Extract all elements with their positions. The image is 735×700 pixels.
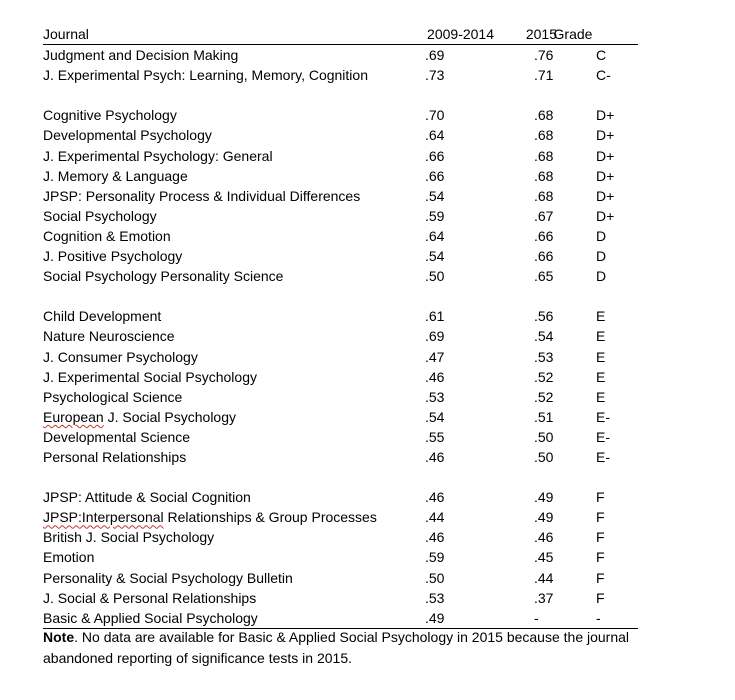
table-row: JPSP: Personality Process & Individual Differences .54 .68 D+	[43, 186, 638, 206]
table-row: JPSP: Attitude & Social Cognition .46 .49 F	[43, 487, 638, 507]
journal-name: JPSP: Attitude & Social Cognition	[43, 489, 251, 506]
grade-value: E	[596, 348, 606, 365]
journal-name: Judgment and Decision Making	[43, 47, 239, 64]
journal-name: J. Experimental Social Psychology	[43, 368, 257, 385]
table-row: European J. Social Psychology .54 .51 E-	[43, 407, 638, 427]
journal-name: Psychological Science	[43, 388, 183, 405]
journal-name: Personal Relationships	[43, 448, 187, 465]
grade-value: D+	[596, 187, 615, 204]
group-spacer	[43, 286, 638, 306]
header-period2: 2015	[525, 26, 557, 42]
table-row: J. Experimental Psych: Learning, Memory, Cognition .73 .71 C-	[43, 65, 638, 85]
grade-value: D+	[596, 127, 615, 144]
table-row: J. Experimental Psychology: General .66 .68 D+	[43, 146, 638, 166]
table-row: J. Social & Personal Relationships .53 .37 F	[43, 588, 638, 608]
grade-value: F	[596, 529, 605, 546]
table-row: Emotion .59 .45 F	[43, 547, 638, 567]
table-row: J. Experimental Social Psychology .46 .52 E	[43, 367, 638, 387]
header-journal: Journal	[43, 26, 89, 42]
table-row: Social Psychology .59 .67 D+	[43, 206, 638, 226]
journal-name: J. Memory & Language	[43, 167, 188, 184]
table-note	[43, 627, 683, 668]
journal-name: Nature Neuroscience	[43, 328, 175, 345]
group-spacer	[43, 85, 638, 105]
table-row: Cognition & Emotion .64 .66 D	[43, 226, 638, 246]
table-header-row	[43, 24, 638, 45]
note-label: Note	[43, 629, 75, 645]
table-row: Psychological Science .53 .52 E	[43, 387, 638, 407]
table-row: JPSP:Interpersonal Relationships & Group Processes .44 .49 F	[43, 507, 638, 527]
grade-value: E	[596, 308, 606, 325]
journal-name: J. Experimental Psychology: General	[43, 147, 273, 164]
journal-name: Child Development	[43, 308, 162, 325]
table-row: Basic & Applied Social Psychology .49 - -	[43, 608, 638, 629]
journal-name: Developmental Psychology	[43, 127, 212, 144]
journal-name: Cognitive Psychology	[43, 107, 177, 124]
table-row: Developmental Psychology .64 .68 D+	[43, 125, 638, 145]
grade-value: D+	[596, 147, 615, 164]
grade-value: E-	[596, 448, 610, 465]
grade-value: D	[596, 268, 607, 285]
table-body	[43, 45, 638, 629]
journal-name: JPSP:Interpersonal Relationships & Group Processes	[43, 509, 377, 526]
journal-name: JPSP: Personality Process & Individual Differences	[43, 187, 361, 204]
journal-name: Cognition & Emotion	[43, 227, 171, 244]
grade-value: F	[596, 549, 605, 566]
header-period1: 2009-2014	[427, 26, 494, 42]
journal-name: J. Positive Psychology	[43, 248, 183, 265]
table-row: J. Memory & Language .66 .68 D+	[43, 166, 638, 186]
grade-value: D	[596, 248, 607, 265]
table-row: Judgment and Decision Making .69 .76 C	[43, 45, 638, 65]
grade-value: E-	[596, 428, 610, 445]
table-row: Social Psychology Personality Science .50 .65 D	[43, 266, 638, 286]
journal-name: Personality & Social Psychology Bulletin	[43, 569, 293, 586]
grade-value: E	[596, 368, 606, 385]
journal-grade-table	[43, 24, 638, 629]
table-row: J. Positive Psychology .54 .66 D	[43, 246, 638, 266]
journal-name: J. Consumer Psychology	[43, 348, 198, 365]
journal-name: J. Experimental Psych: Learning, Memory, Cognition	[43, 67, 368, 84]
journal-name: Social Psychology	[43, 207, 157, 224]
table-row: Nature Neuroscience .69 .54 E	[43, 326, 638, 346]
grade-value: F	[596, 489, 605, 506]
note-text: . No data are available for Basic & Applied Social Psychology in 2015 because the journal abandoned reporting of significance tests in 2015.	[43, 629, 630, 666]
journal-name: Social Psychology Personality Science	[43, 268, 284, 285]
journal-name: European J. Social Psychology	[43, 408, 237, 425]
grade-value: E-	[596, 408, 610, 425]
table-row: British J. Social Psychology .46 .46 F	[43, 527, 638, 547]
table-row: Child Development .61 .56 E	[43, 306, 638, 326]
table-row: Personality & Social Psychology Bulletin .50 .44 F	[43, 568, 638, 588]
grade-value: C	[596, 47, 607, 64]
grade-value: E	[596, 328, 606, 345]
grade-value: C-	[596, 67, 611, 84]
table-row: Personal Relationships .46 .50 E-	[43, 447, 638, 467]
grade-value: D	[596, 227, 607, 244]
grade-value: F	[596, 589, 605, 606]
grade-value: F	[596, 569, 605, 586]
header-grade: Grade	[553, 26, 593, 42]
grade-value: D+	[596, 207, 615, 224]
table-row: J. Consumer Psychology .47 .53 E	[43, 347, 638, 367]
grade-value: D+	[596, 107, 615, 124]
journal-name: Basic & Applied Social Psychology	[43, 609, 258, 626]
grade-value: -	[596, 609, 601, 626]
journal-name: Emotion	[43, 549, 95, 566]
table-row: Cognitive Psychology .70 .68 D+	[43, 105, 638, 125]
grade-value: D+	[596, 167, 615, 184]
table-row: Developmental Science .55 .50 E-	[43, 427, 638, 447]
journal-name: J. Social & Personal Relationships	[43, 589, 257, 606]
grade-value: F	[596, 509, 605, 526]
journal-name: British J. Social Psychology	[43, 529, 215, 546]
group-spacer	[43, 467, 638, 487]
grade-value: E	[596, 388, 606, 405]
journal-name: Developmental Science	[43, 428, 191, 445]
